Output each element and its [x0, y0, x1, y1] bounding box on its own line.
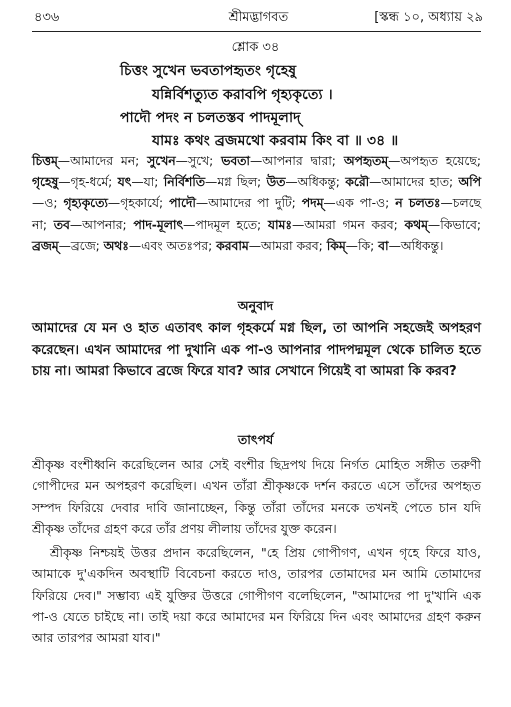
word-meaning-entry: কথম্—কিভাবে; — [404, 217, 482, 232]
sanskrit-word: কথম্ — [404, 217, 428, 232]
sanskrit-word: গৃহেষু — [32, 175, 59, 190]
sanskrit-word: যৎ — [117, 175, 132, 190]
verse-line-1: চিত্তং সুখেন ভবতাপহৃতং গৃহেষু — [120, 63, 297, 79]
word-meaning: অপহৃত হয়েছে — [400, 154, 477, 168]
sanskrit-word: নির্বিশতি — [163, 175, 206, 190]
word-meaning: অধিকন্তু — [297, 175, 336, 190]
word-meaning: ব্রজে — [70, 238, 96, 253]
book-title: শ্রীমদ্ভাগবত — [228, 10, 289, 25]
word-meaning-entry: অপি—ও; — [32, 175, 481, 211]
word-meaning-entry: গৃহ্যকৃত্যে—গৃহকার্যে; — [63, 196, 170, 211]
word-meaning: আপনার — [82, 217, 123, 232]
sanskrit-word: অপি — [458, 175, 481, 190]
word-meaning: আমাদের মন — [70, 154, 136, 168]
word-meaning: পাদমূল হতে — [195, 217, 258, 232]
translation-title: অনুবাদ — [237, 298, 274, 313]
word-meaning-entry: চিত্তম্—আমাদের মন; — [32, 154, 148, 168]
word-meaning: অধিকন্তু — [400, 238, 440, 253]
word-meaning-entry: অথঃ—এবং অতঃপর; — [103, 238, 217, 253]
sanskrit-word: তব — [53, 217, 70, 232]
word-meaning: গৃহ-ধর্মে — [70, 175, 109, 190]
word-meaning-entry: তব—আপনার; — [53, 217, 134, 232]
verse-title: শ্লোক ৩৪ — [231, 40, 280, 55]
sanskrit-word: গৃহ্যকৃত্যে — [63, 196, 108, 211]
chapter-reference: [স্কন্ধ ১০, অধ্যায় ২৯ — [374, 10, 483, 25]
verse-line-3: পাদৌ পদং ন চলতস্তব পাদমূলাদ্ — [120, 110, 301, 126]
word-meaning: যা — [143, 175, 155, 190]
word-meaning-entry: ন চলতঃ—চলছে না; — [32, 196, 481, 232]
sanskrit-word: ভবতা — [221, 154, 250, 168]
word-meaning-entry: করৌ—আমাদের হাত; — [345, 175, 459, 190]
sanskrit-word: অপহৃতম্ — [343, 154, 389, 168]
word-meaning-entry: যামঃ—আমরা গমন করব; — [267, 217, 405, 232]
word-meaning-entry: নির্বিশতি—মগ্ন ছিল; — [163, 175, 267, 190]
purport-body — [32, 454, 481, 652]
sanskrit-word: কিম্ — [326, 238, 346, 253]
word-meaning-entry: কিম্—কি; — [326, 238, 379, 253]
word-meaning: গৃহকার্যে — [120, 196, 159, 211]
word-meaning: আপনার দ্বারা — [262, 154, 332, 168]
sanskrit-word: উত — [266, 175, 286, 190]
word-meaning-entry: উত—অধিকন্তু; — [266, 175, 346, 190]
word-meaning-entry: ব্রজম্—ব্রজে; — [32, 238, 104, 253]
translation-text: আমাদের যে মন ও হাত এতাবৎ কাল গৃহকর্মে মগ্ন ছিল, তা আপনি সহজেই অপহরণ করেছেন। এখন আমাদের পা দুখানি এক পা-ও আপনার পাদপদ্মমূল থেকে চালিত হতে চায় না। আমরা কিভাবে ব্রজে ফিরে যাব? আর সেখানে গিয়েই বা আমরা কি করব? — [32, 321, 481, 379]
sanskrit-word: যামঃ — [267, 217, 292, 232]
word-meaning-entry: পাদ-মূলাৎ—পাদমূল হতে; — [133, 217, 268, 232]
word-meaning: কিভাবে — [440, 217, 477, 232]
purport-paragraph-1: শ্রীকৃষ্ণ বংশীধ্বনি করেছিলেন আর সেই বংশীর ছিদ্রপথ দিয়ে নির্গত মোহিত সঙ্গীত তরুণী গোপীদের মন অপহরণ করেছিল। এখন তাঁরা শ্রীকৃষ্ণকে দর্শন করতে এসে তাঁদের অপহৃত সম্পদ ফিরিয়ে দেবার দাবি জানাচ্ছেন, কিন্তু তাঁরা তাঁদের মনকে তখনই পেতে চান যদি শ্রীকৃষ্ণ তাঁদের গ্রহণ করে তাঁর প্রণয় লীলায় তাঁদের যুক্ত করেন। — [32, 457, 481, 536]
word-meaning: ও — [44, 196, 54, 211]
sanskrit-word: পদম্ — [301, 196, 324, 211]
word-meaning-entry: বা—অধিকন্তু। — [378, 238, 444, 253]
word-meaning-entry: সুখেন—সুখে; — [147, 154, 222, 168]
sanskrit-word: অথঃ — [103, 238, 129, 253]
header-rule — [32, 31, 481, 32]
word-meaning: চলছে না — [32, 196, 481, 232]
verse-line-4: যামঃ কথং ব্রজমথো করবাম কিং বা ॥ ৩৪ ॥ — [152, 133, 399, 149]
word-meaning-entry: অপহৃতম্—অপহৃত হয়েছে; — [343, 154, 481, 168]
sanskrit-word: ব্রজম্ — [32, 238, 59, 253]
page-number: ৪৩৬ — [34, 10, 60, 25]
sanskrit-word: বা — [378, 238, 389, 253]
sanskrit-word: করৌ — [345, 175, 370, 190]
word-meaning: আমাদের পা দুটি — [208, 196, 292, 211]
word-meaning-entry: যৎ—যা; — [117, 175, 164, 190]
purport-paragraph-2: শ্রীকৃষ্ণ নিশ্চয়ই উত্তর প্রদান করেছিলেন, "হে প্রিয় গোপীগণ, এখন গৃহে ফিরে যাও, আমাকে দু'একদিন অবস্থাটি বিবেচনা করতে দাও, তারপর তোমাদের মন আমি তোমাদের ফিরিয়ে দেব।" সম্ভাব্য এই যুক্তির উত্তরে গোপীগণ বলেছিলেন, "আমাদের পা দু'খানি এক পা-ও যেতে চাইছে না। তাই দয়া করে আমাদের মন ফিরিয়ে দিন এবং আমাদের গ্রহণ করুন আর তারপর আমরা যাব।" — [32, 545, 481, 646]
word-meaning: আমরা করব — [261, 238, 319, 253]
word-meaning: এক পা-ও — [335, 196, 386, 211]
word-meaning-entry: করবাম—আমরা করব; — [216, 238, 327, 253]
word-meaning-entry: গৃহেষু—গৃহ-ধর্মে; — [32, 175, 118, 190]
sanskrit-word: পাদৌ — [169, 196, 196, 211]
sanskrit-word: চিত্তম্ — [32, 154, 58, 168]
sanskrit-word: সুখেন — [147, 154, 176, 168]
verse-line-2: যন্নির্বিশত্যুত করাবপি গৃহ্যকৃত্যে । — [152, 87, 333, 103]
word-meaning: এবং অতঃপর — [141, 238, 209, 253]
word-meaning: আমাদের হাত — [381, 175, 449, 190]
word-for-word-meanings — [32, 151, 481, 257]
sanskrit-word: ন চলতঃ — [395, 196, 441, 211]
running-header — [34, 6, 483, 30]
word-meaning-entry: পদম্—এক পা-ও; — [301, 196, 396, 211]
sanskrit-word: করবাম — [216, 238, 249, 253]
purport-title: তাৎপর্য — [237, 432, 274, 447]
word-meaning: আমরা গমন করব — [304, 217, 394, 232]
word-meaning-entry: ভবতা—আপনার দ্বারা; — [221, 154, 344, 168]
word-meaning: সুখে — [187, 154, 210, 168]
word-meaning: কি — [357, 238, 371, 253]
word-meaning: মগ্ন ছিল — [217, 175, 258, 190]
sanskrit-word: পাদ-মূলাৎ — [133, 217, 184, 232]
word-meaning-entry: পাদৌ—আমাদের পা দুটি; — [169, 196, 302, 211]
